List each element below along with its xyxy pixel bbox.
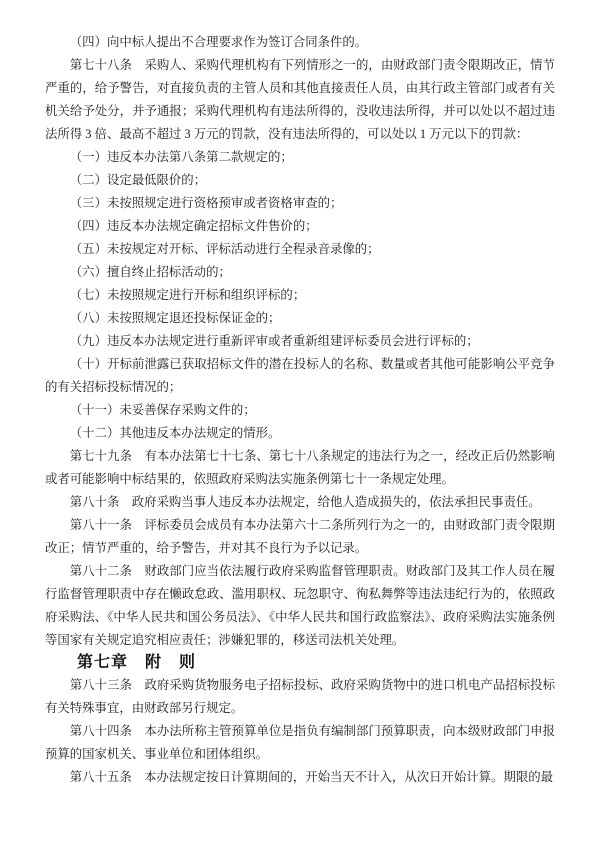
article-paragraph: 第八十四条 本办法所称主管预算单位是指负有编制部门预算职责，向本级财政部门申报预算的国家机关、事业单位和团体组织。 <box>45 724 555 761</box>
list-item-paragraph: （八）未按照规定退还投标保证金的； <box>69 311 281 325</box>
document-body <box>45 31 555 789</box>
list-item-paragraph: （四）违反本办法规定确定招标文件售价的； <box>69 219 318 233</box>
list-item-paragraph: （三）未按照规定进行资格预审或者资格审查的； <box>69 196 343 210</box>
list-item-paragraph: （六）擅自终止招标活动的； <box>69 265 231 279</box>
list-item-paragraph: （五）未按规定对开标、评标活动进行全程录音录像的； <box>69 242 380 256</box>
list-item-paragraph: （一）违反本办法第八条第二款规定的； <box>69 150 293 164</box>
chapter-heading: 第七章 附 则 <box>77 654 197 671</box>
article-paragraph: 第八十三条 政府采购货物服务电子招标投标、政府采购货物中的进口机电产品招标投标有关特殊事宜，由财政部另行规定。 <box>45 678 555 715</box>
article-paragraph: 第八十条 政府采购当事人违反本办法规定，给他人造成损失的，依法承担民事责任。 <box>69 495 541 509</box>
list-item-paragraph: （十）开标前泄露已获取招标文件的潜在投标人的名称、数量或者其他可能影响公平竞争的有关招标投标情况的； <box>45 357 555 394</box>
list-item-paragraph: （七）未按照规定进行开标和组织评标的； <box>69 288 306 302</box>
article-paragraph: 第八十五条 本办法规定按日计算期间的，开始当天不计入，从次日开始计算。期限的最 <box>69 770 554 784</box>
list-item-paragraph: （九）违反本办法规定进行重新评审或者重新组建评标委员会进行评标的； <box>69 334 479 348</box>
list-item-paragraph: （十二）其他违反本办法规定的情形。 <box>69 426 281 440</box>
list-item-paragraph: （二）设定最低限价的； <box>69 173 207 187</box>
article-paragraph: 第八十二条 财政部门应当依法履行政府采购监督管理职责。财政部门及其工作人员在履行监督管理职责中存在懒政怠政、滥用职权、玩忽职守、徇私舞弊等违法违纪行为的，依照政府采购法、《中华人民共和国公务员法》、《中华人民共和国行政监察法》、政府采购法实施条例等国家有关规定追究相应责任；涉嫌犯罪的，移送司法机关处理。 <box>45 564 555 647</box>
article-paragraph: 第八十一条 评标委员会成员有本办法第六十二条所列行为之一的，由财政部门责令限期改正；情节严重的，给予警告，并对其不良行为予以记录。 <box>45 518 555 555</box>
article-paragraph: 第七十九条 有本办法第七十七条、第七十八条规定的违法行为之一，经改正后仍然影响或者可能影响中标结果的，依照政府采购法实施条例第七十一条规定处理。 <box>45 449 555 486</box>
article-paragraph: 第七十八条 采购人、采购代理机构有下列情形之一的，由财政部门责令限期改正，情节严重的，给予警告，对直接负责的主管人员和其他直接责任人员，由其行政主管部门或者有关机关给予处分，并予通报；采购代理机构有违法所得的，没收违法所得，并可以处以不超过违法所得 3 倍、最高不超过 3 万元的罚款，没有违法所得的，可以处以 1 万元以下的罚款： <box>45 58 555 141</box>
list-item-paragraph: （四）向中标人提出不合理要求作为签订合同条件的。 <box>69 35 368 49</box>
list-item-paragraph: （十一）未妥善保存采购文件的； <box>69 403 256 417</box>
